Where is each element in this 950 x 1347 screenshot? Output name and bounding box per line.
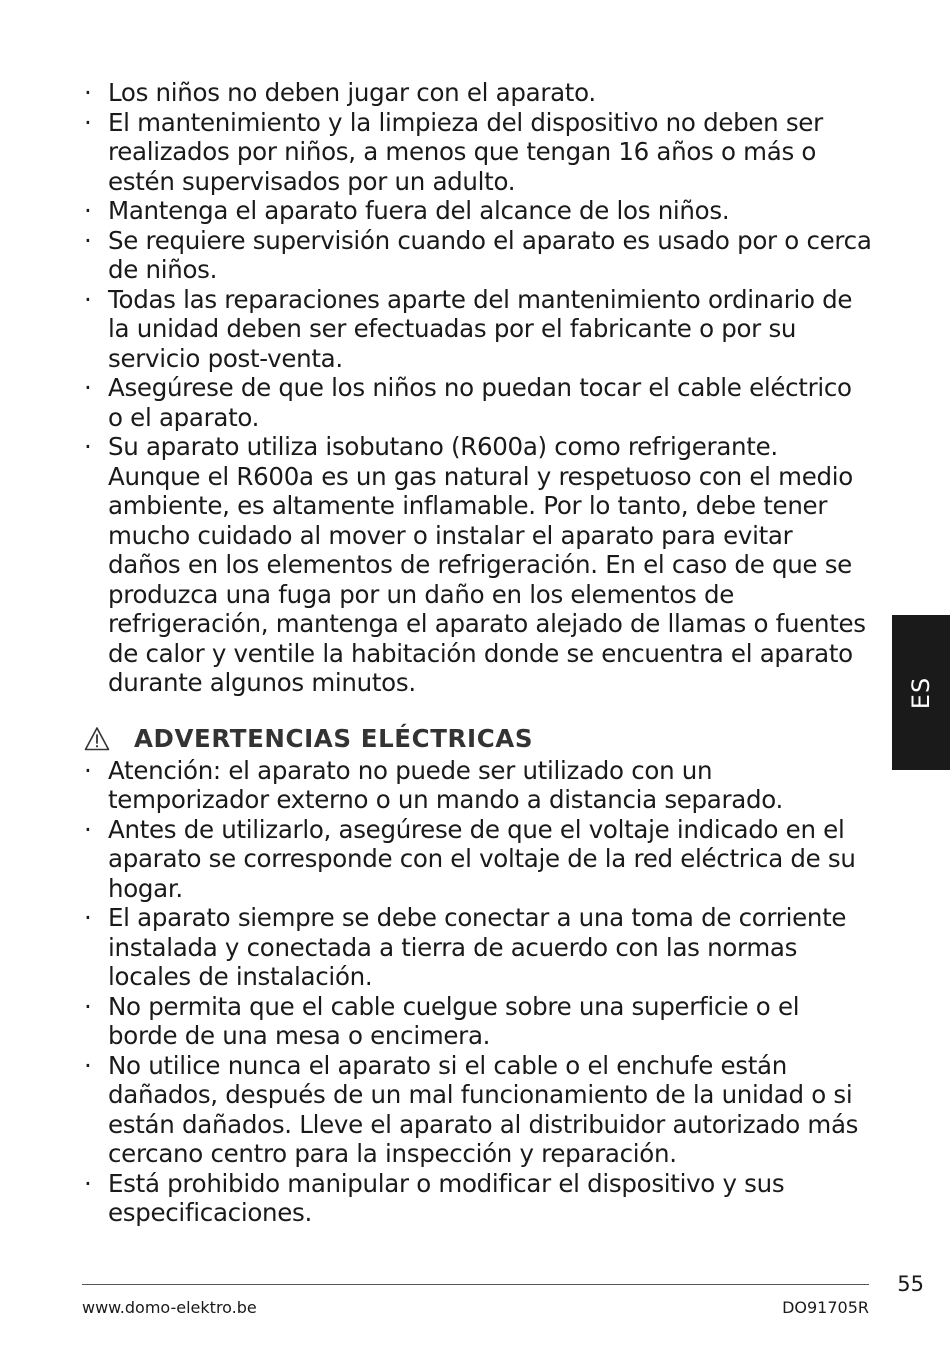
list-item-text: El aparato siempre se debe conectar a una toma de corriente instalada y conectada a tierra de acuerdo con las normas locales de instalación. [108,903,847,991]
list-item [82,992,872,1051]
list-item [82,1169,872,1228]
list-item-text: Antes de utilizarlo, asegúrese de que el voltaje indicado en el aparato se corresponde con el voltaje de la red eléctrica de su hogar. [108,814,856,903]
list-item-text: Se requiere supervisión cuando el aparato es usado por o cerca de niños. [108,225,872,284]
list-item-text: El mantenimiento y la limpieza del dispositivo no deben ser realizados por niños, a menos que tengan 16 años o más o estén supervisados por un adulto. [108,107,823,196]
bullet-marker: · [84,225,92,255]
footer-model: DO91705R [782,1298,869,1317]
list-item [82,285,872,374]
bullet-marker: · [84,284,92,314]
list-item-text: No permita que el cable cuelgue sobre una superficie o el borde de una mesa o encimera. [108,991,800,1050]
list-item [82,226,872,285]
bullet-marker: · [84,903,92,932]
list-item-text: Su aparato utiliza isobutano (R600a) como refrigerante. Aunque el R600a es un gas natural y respetuoso con el medio ambiente, es altamente inflamable. Por lo tanto, debe tener mucho cuidado al mover o instalar el aparato para evitar daños en los elementos de refrigeración. En el caso de que se produzca una fuga por un daño en los elementos de refrigeración, mantenga el aparato alejado de llamas o fuentes de calor y ventile la habitación donde se encuentra el aparato durante algunos minutos. [108,432,866,697]
bullet-marker: · [84,755,92,785]
list-item-text: No utilice nunca el aparato si el cable o el enchufe están dañados, después de un mal funcionamiento de la unidad o si están dañados. Lleve el aparato al distribuidor autorizado más cercano centro para la inspección y reparación. [108,1050,859,1168]
warning-triangle-icon [84,726,110,752]
list-item [82,1051,872,1169]
section-title: ADVERTENCIAS ELÉCTRICAS [134,724,534,753]
list-item [82,756,872,815]
bullet-marker: · [84,432,92,461]
list-item [82,815,872,904]
list-item [82,108,872,197]
bullet-marker: · [84,1050,92,1080]
bullet-marker: · [84,196,92,225]
bullet-marker: · [84,373,92,402]
list-item [82,432,872,698]
list-item [82,78,872,108]
bullet-marker: · [84,78,92,107]
child-safety-list [82,78,872,698]
list-item-text: Los niños no deben jugar con el aparato. [108,78,596,107]
list-item-text: Atención: el aparato no puede ser utilizado con un temporizador externo o un mando a distancia separado. [108,755,784,814]
list-item-text: Está prohibido manipular o modificar el dispositivo y sus especificaciones. [108,1168,785,1227]
footer-website: www.domo-elektro.be [82,1298,257,1317]
bullet-marker: · [84,991,92,1021]
list-item [82,373,872,432]
bullet-marker: · [84,1168,92,1198]
list-item [82,903,872,992]
list-item-text: Asegúrese de que los niños no puedan tocar el cable eléctrico o el aparato. [108,373,852,432]
language-tab-label: ES [907,676,935,709]
language-tab [892,615,950,770]
bullet-marker: · [84,107,92,137]
page-number: 55 [897,1272,924,1296]
footer-divider [82,1284,869,1285]
list-item-text: Todas las reparaciones aparte del mantenimiento ordinario de la unidad deben ser efectuadas por el fabricante o por su servicio post-venta. [108,284,853,373]
list-item-text: Mantenga el aparato fuera del alcance de los niños. [108,196,730,225]
electrical-warnings-list [82,756,872,1228]
bullet-marker: · [84,814,92,844]
list-item [82,196,872,226]
section-heading [82,722,872,756]
main-content [82,78,872,1228]
